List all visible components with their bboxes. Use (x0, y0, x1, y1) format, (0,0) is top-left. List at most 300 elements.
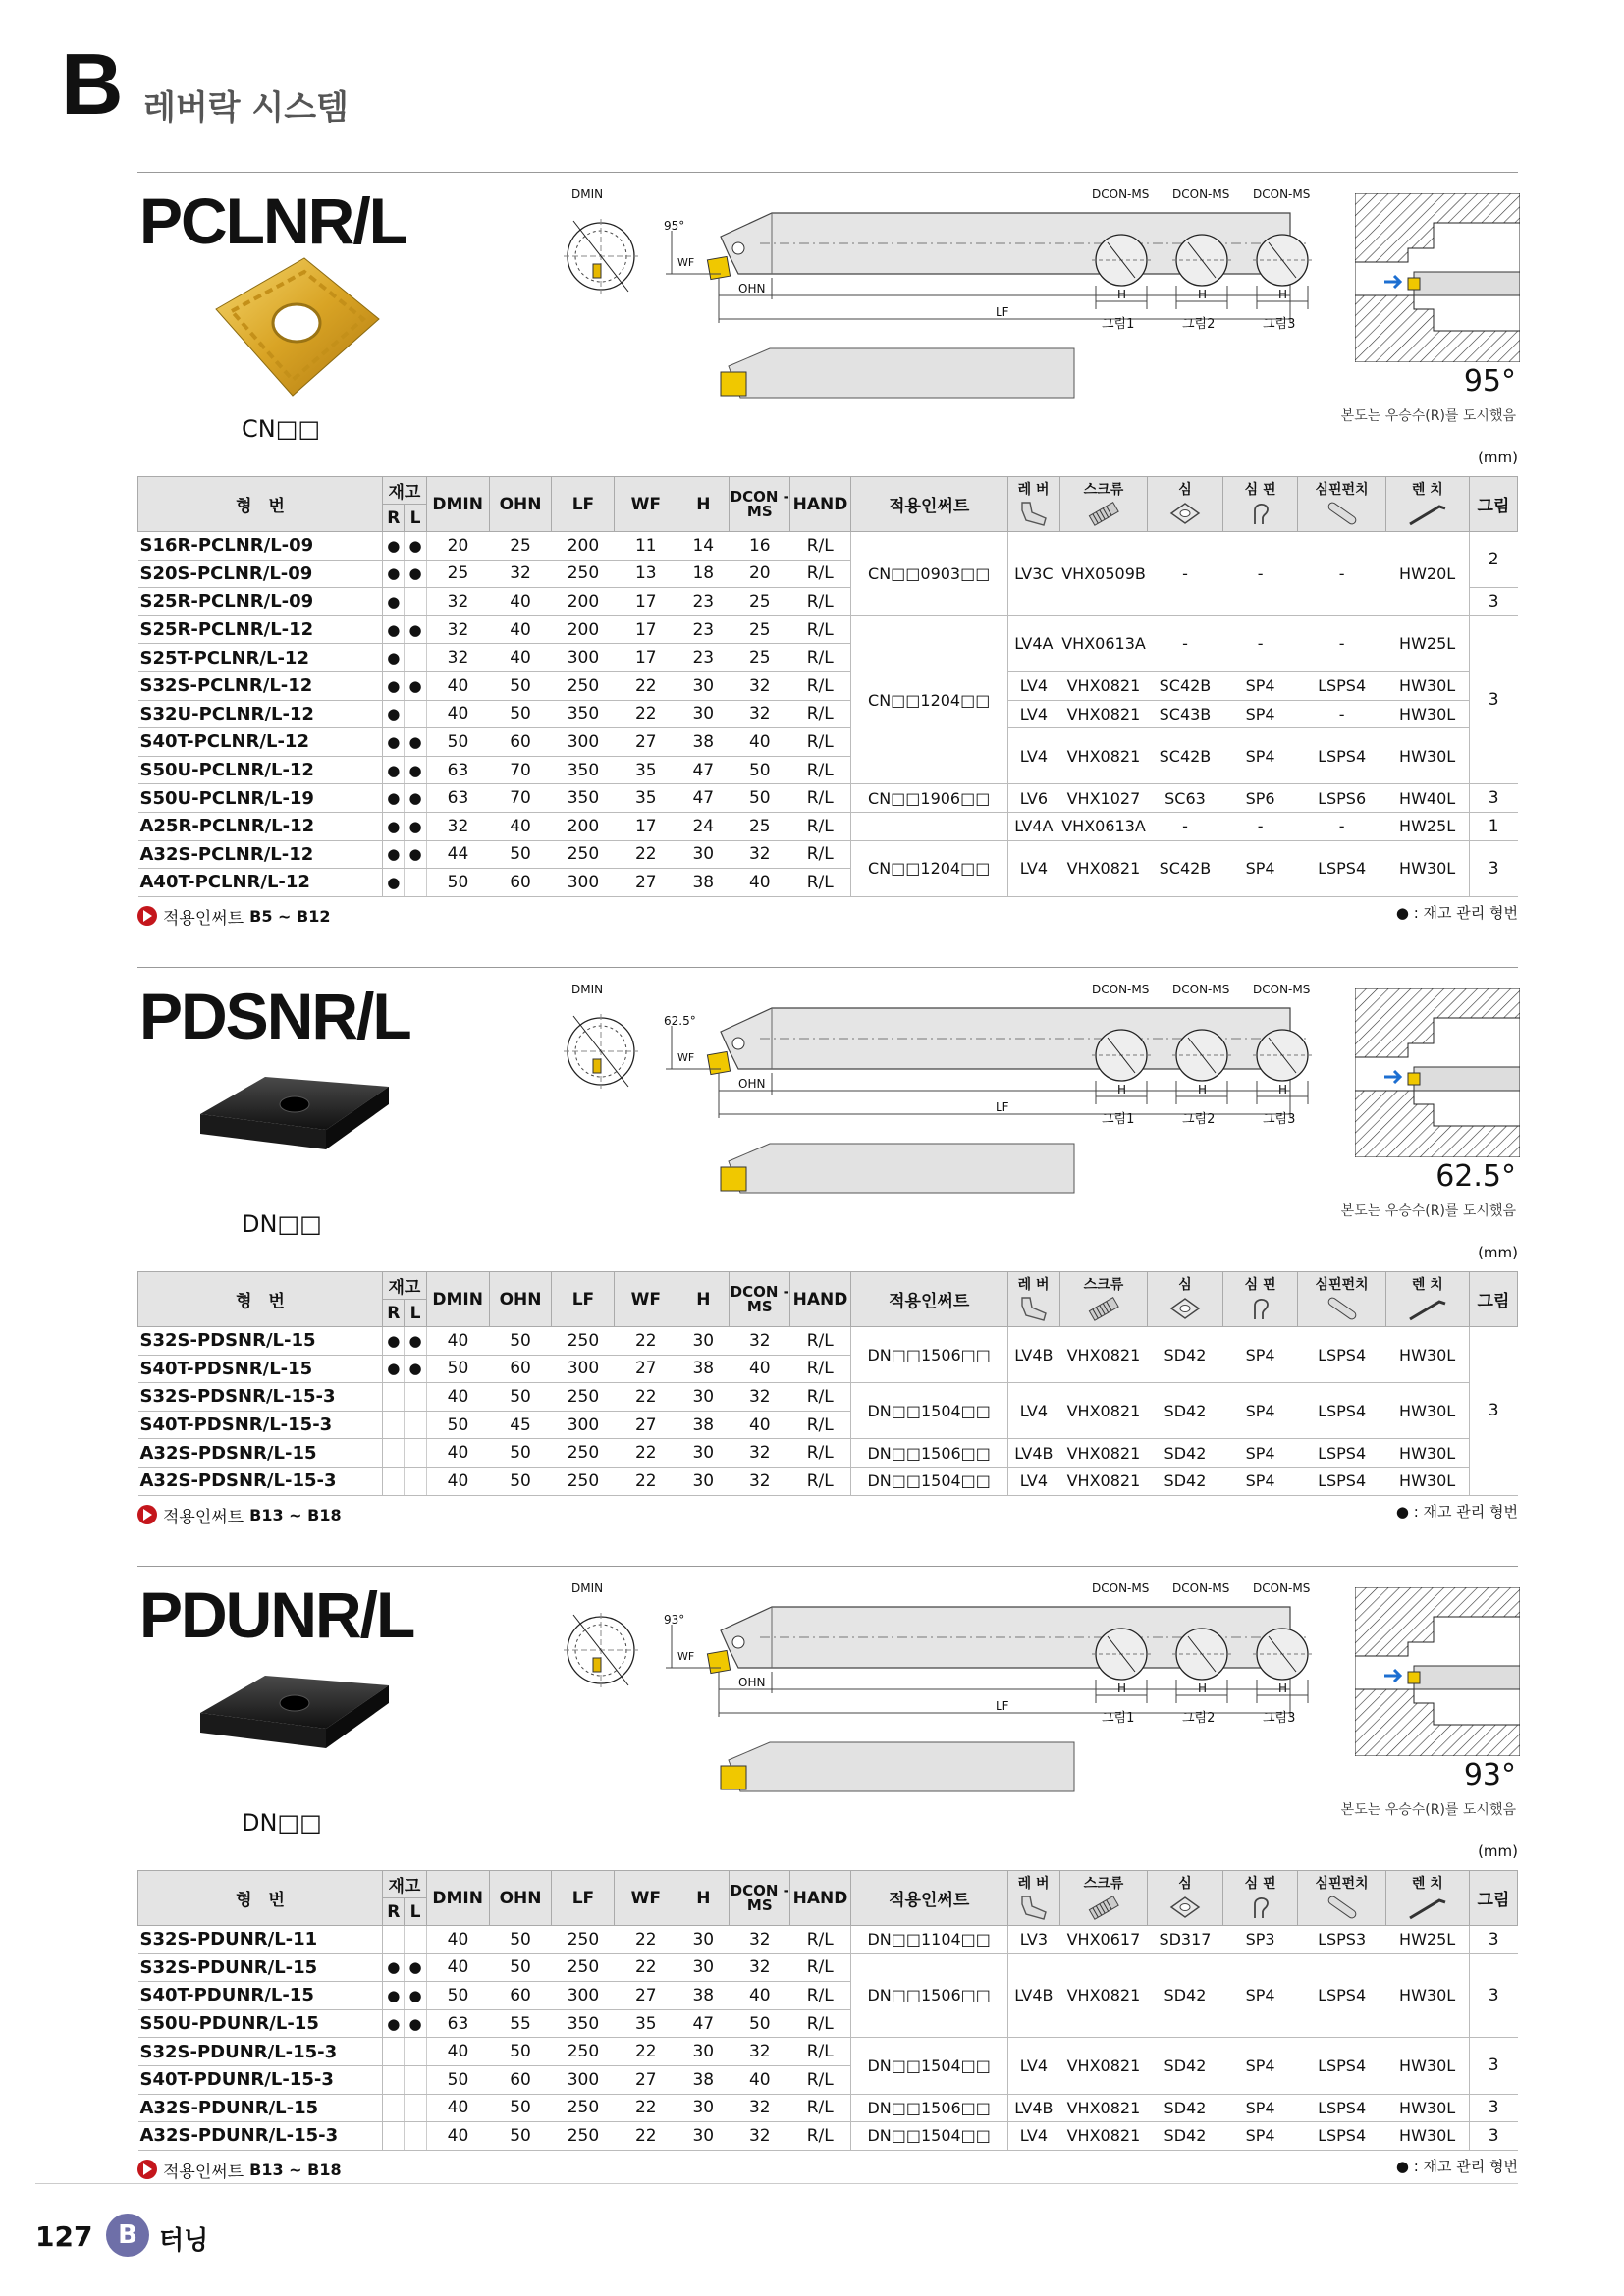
table-row (138, 1953, 1518, 1982)
part-wrench: HW30L (1385, 1383, 1469, 1439)
header-l-text: L (409, 1303, 421, 1323)
header-l (405, 505, 426, 532)
spec-value: 30 (677, 1327, 730, 1356)
header-shim-text: 심 (1178, 482, 1192, 498)
spec-value: 38 (677, 728, 730, 757)
part-lever: LV3 (1007, 1926, 1059, 1954)
machining-position-drawing (1355, 1587, 1520, 1756)
figure-label: 그림2 (1182, 1711, 1216, 1726)
spec-value: 25 (489, 532, 552, 561)
model-code: A25R-PCLNR/L-12 (138, 812, 383, 840)
spec-value: 25 (426, 560, 489, 588)
stock-mark: ● (383, 560, 405, 588)
header-h-text: H (696, 1289, 711, 1309)
part-shim: SD42 (1148, 2038, 1223, 2094)
header-wf-text: WF (630, 1888, 661, 1908)
spec-value: 22 (615, 1383, 677, 1412)
applied-insert: DN□□1504□□ (850, 2122, 1007, 2151)
figure-number: 2 (1469, 532, 1517, 588)
stock-mark: ● (405, 1355, 426, 1383)
stock-mark: ● (383, 532, 405, 561)
workpiece-diagram (1355, 193, 1520, 362)
part-shim: SD42 (1148, 2122, 1223, 2151)
table-row (138, 840, 1518, 869)
spec-value: 32 (730, 1327, 790, 1356)
spec-value: 32 (426, 812, 489, 840)
stock-mark: ● (383, 1327, 405, 1356)
model-code: A32S-PDSNR/L-15 (138, 1439, 383, 1468)
spec-value: 250 (552, 560, 615, 588)
applied-insert (850, 812, 1007, 840)
spec-value: 50 (730, 784, 790, 813)
part-shimpin: SP4 (1222, 2094, 1298, 2122)
figure-number: 3 (1469, 588, 1517, 616)
dimension-drawing (564, 987, 1369, 1261)
header-screw (1059, 477, 1147, 532)
part-lever: LV4 (1007, 2122, 1059, 2151)
part-shimpin: SP4 (1222, 700, 1298, 728)
page-range: B13 ~ B18 (249, 1505, 342, 1524)
spec-value: 40 (426, 1439, 489, 1468)
header-dcon (730, 1871, 790, 1926)
spec-value: 50 (489, 671, 552, 700)
spec-value: 30 (677, 671, 730, 700)
spec-value: 50 (489, 840, 552, 869)
lever-icon (1008, 499, 1059, 528)
header-screw-text: 스크류 (1083, 1277, 1124, 1293)
spec-value: 70 (489, 756, 552, 784)
spec-value: 250 (552, 1383, 615, 1412)
header-ohn-text: OHN (499, 1289, 542, 1309)
insert-image (196, 1644, 393, 1801)
part-lever: LV4 (1007, 2038, 1059, 2094)
stock-mark (405, 1439, 426, 1468)
model-code: S40T-PDSNR/L-15 (138, 1355, 383, 1383)
spec-value: R/L (790, 1953, 851, 1982)
stock-mark: ● (383, 1953, 405, 1982)
spec-value: 47 (677, 2009, 730, 2038)
insert-type-label: DN□□ (242, 1210, 322, 1238)
spec-value: 22 (615, 1467, 677, 1495)
applied-insert: DN□□1506□□ (850, 1439, 1007, 1468)
part-lever: LV4B (1007, 1953, 1059, 2038)
stock-mark: ● (383, 1982, 405, 2010)
stock-mark: ● (383, 2009, 405, 2038)
wf-label: WF (677, 1051, 695, 1064)
stock-mark (383, 1926, 405, 1954)
part-screw: VHX0821 (1059, 2094, 1147, 2122)
spec-value: 40 (426, 1467, 489, 1495)
insert-image (196, 250, 393, 407)
part-shim: SD42 (1148, 1439, 1223, 1468)
part-punch: - (1298, 615, 1385, 671)
tool-drawing (564, 1581, 1349, 1850)
part-punch: - (1298, 812, 1385, 840)
spec-value: 30 (677, 2122, 730, 2151)
spec-value: R/L (790, 671, 851, 700)
header-dcon-text: DCON -MS (730, 1282, 789, 1315)
spec-value: 50 (489, 2122, 552, 2151)
stock-mark: ● (405, 532, 426, 561)
spec-value: 300 (552, 1411, 615, 1439)
table-row (138, 812, 1518, 840)
model-code: S40T-PDSNR/L-15-3 (138, 1411, 383, 1439)
header-dcon (730, 477, 790, 532)
part-lever: LV4A (1007, 812, 1059, 840)
header-screw (1059, 1272, 1147, 1327)
spec-value: 24 (677, 812, 730, 840)
part-screw: VHX0617 (1059, 1926, 1147, 1954)
screw-icon (1060, 1294, 1147, 1323)
header-insert (850, 477, 1007, 532)
spec-value: R/L (790, 644, 851, 672)
spec-value: 200 (552, 588, 615, 616)
dcon-label: DCON-MS (1253, 1581, 1311, 1595)
spec-value: 50 (489, 700, 552, 728)
part-screw: VHX0821 (1059, 1327, 1147, 1383)
spec-value: 17 (615, 644, 677, 672)
model-code: S32S-PDUNR/L-15-3 (138, 2038, 383, 2066)
figure-label: 그림2 (1182, 1112, 1216, 1127)
part-wrench: HW20L (1385, 532, 1469, 616)
stock-legend: ● : 재고 관리 형번 (1395, 2157, 1518, 2175)
spec-value: 350 (552, 784, 615, 813)
approach-angle: 62.5° (1435, 1159, 1516, 1194)
spec-value: 63 (426, 2009, 489, 2038)
lever-icon (1008, 1294, 1059, 1323)
spec-value: R/L (790, 1383, 851, 1412)
part-punch: LSPS4 (1298, 1383, 1385, 1439)
header-dmin (426, 1871, 489, 1926)
stock-mark: ● (405, 1327, 426, 1356)
spec-value: 38 (677, 869, 730, 897)
figure-number: 3 (1469, 784, 1517, 813)
part-shimpin: SP3 (1222, 1926, 1298, 1954)
header-lever-text: 레 버 (1017, 1876, 1050, 1892)
spec-value: 300 (552, 644, 615, 672)
part-shimpin: SP4 (1222, 1383, 1298, 1439)
spec-value: 50 (426, 869, 489, 897)
header-fig-text: 그림 (1477, 1292, 1510, 1311)
part-punch: LSPS4 (1298, 1439, 1385, 1468)
figure-number: 3 (1469, 840, 1517, 896)
part-shim: SD42 (1148, 2094, 1223, 2122)
lf-label: LF (996, 305, 1009, 319)
stock-mark: ● (405, 671, 426, 700)
header-stock (383, 477, 427, 505)
tool-drawing (564, 983, 1349, 1252)
model-title: PDUNR/L (139, 1578, 414, 1651)
part-shimpin: SP4 (1222, 1467, 1298, 1495)
header-stock-text: 재고 (388, 1877, 421, 1896)
part-screw: VHX0821 (1059, 1383, 1147, 1439)
part-shimpin: SP4 (1222, 1327, 1298, 1383)
header-lever (1007, 477, 1059, 532)
spec-value: 40 (426, 1953, 489, 1982)
part-shimpin: SP4 (1222, 671, 1298, 700)
header-screw-text: 스크류 (1083, 1876, 1124, 1892)
header-punch (1298, 1871, 1385, 1926)
spec-value: 14 (677, 532, 730, 561)
spec-value: 27 (615, 728, 677, 757)
spec-value: 25 (730, 644, 790, 672)
workpiece-diagram (1355, 1587, 1520, 1756)
approach-angle: 93° (1463, 1758, 1516, 1792)
part-shim: SC42B (1148, 840, 1223, 896)
h-label: H (1278, 1682, 1288, 1695)
spec-value: 35 (615, 2009, 677, 2038)
h-label: H (1278, 1083, 1288, 1096)
spec-value: 60 (489, 1982, 552, 2010)
spec-value: R/L (790, 2094, 851, 2122)
spec-value: R/L (790, 1439, 851, 1468)
shim-icon (1148, 1294, 1222, 1323)
header-lf (552, 477, 615, 532)
stock-mark (405, 2038, 426, 2066)
table-row (138, 532, 1518, 561)
spec-value: R/L (790, 2122, 851, 2151)
applied-insert: CN□□1204□□ (850, 615, 1007, 784)
spec-value: 32 (426, 615, 489, 644)
spec-value: 30 (677, 1439, 730, 1468)
spec-value: 23 (677, 615, 730, 644)
header-wrench (1385, 1272, 1469, 1327)
part-punch: LSPS4 (1298, 1467, 1385, 1495)
wf-label: WF (677, 256, 695, 269)
part-screw: VHX0613A (1059, 615, 1147, 671)
spec-value: R/L (790, 1327, 851, 1356)
screw-icon (1060, 1893, 1147, 1922)
part-lever: LV4 (1007, 1383, 1059, 1439)
table-row (138, 700, 1518, 728)
model-code: S32S-PDSNR/L-15 (138, 1327, 383, 1356)
applied-insert: CN□□0903□□ (850, 532, 1007, 616)
header-dmin (426, 477, 489, 532)
arrow-circle-icon (137, 2160, 157, 2179)
spec-value: 25 (730, 812, 790, 840)
part-shim: - (1148, 615, 1223, 671)
header-lf-text: LF (571, 1289, 595, 1309)
header-punch-text: 심핀펀치 (1315, 482, 1369, 498)
header-shimpin (1222, 1272, 1298, 1327)
stock-mark: ● (405, 1982, 426, 2010)
spec-value: 27 (615, 869, 677, 897)
header-r-text: R (387, 1303, 401, 1323)
stock-mark (405, 1383, 426, 1412)
header-lever (1007, 1272, 1059, 1327)
shimpin-icon (1223, 1893, 1298, 1922)
spec-value: R/L (790, 615, 851, 644)
spec-value: R/L (790, 728, 851, 757)
header-stock (383, 1871, 427, 1898)
header-fig-text: 그림 (1477, 1891, 1510, 1910)
spec-value: 38 (677, 1411, 730, 1439)
spec-value: 200 (552, 812, 615, 840)
header-screw-text: 스크류 (1083, 482, 1124, 498)
spec-value: 60 (489, 2065, 552, 2094)
header-l (405, 1300, 426, 1327)
dcon-label: DCON-MS (1172, 1581, 1230, 1595)
insert-type-label: DN□□ (242, 1809, 322, 1837)
spec-value: 22 (615, 2122, 677, 2151)
spec-value: 32 (426, 588, 489, 616)
stock-mark: ● (383, 1355, 405, 1383)
punch-icon (1298, 499, 1384, 528)
spec-value: 50 (426, 728, 489, 757)
spec-value: 17 (615, 588, 677, 616)
header-hand (790, 477, 851, 532)
spec-value: 35 (615, 784, 677, 813)
spec-value: 22 (615, 671, 677, 700)
spec-value: 17 (615, 812, 677, 840)
part-shim: SC42B (1148, 728, 1223, 784)
header-punch (1298, 477, 1385, 532)
header-lf (552, 1871, 615, 1926)
stock-mark: ● (383, 869, 405, 897)
figure-label: 그림3 (1263, 1112, 1296, 1127)
spec-value: 50 (730, 756, 790, 784)
h-label: H (1117, 1083, 1127, 1096)
header-dmin-text: DMIN (432, 494, 483, 514)
part-lever: LV4B (1007, 1327, 1059, 1383)
figure-number: 1 (1469, 812, 1517, 840)
header-fig-text: 그림 (1477, 497, 1510, 516)
part-lever: LV6 (1007, 784, 1059, 813)
spec-value: 40 (426, 2094, 489, 2122)
part-wrench: HW30L (1385, 1327, 1469, 1383)
spec-value: 32 (730, 2094, 790, 2122)
spec-value: R/L (790, 1355, 851, 1383)
header-fig (1469, 1871, 1517, 1926)
stock-mark: ● (383, 615, 405, 644)
spec-value: 38 (677, 1355, 730, 1383)
part-wrench: HW30L (1385, 840, 1469, 896)
page-range: B5 ~ B12 (249, 906, 331, 926)
spec-value: 250 (552, 671, 615, 700)
spec-value: R/L (790, 1411, 851, 1439)
header-h (677, 477, 730, 532)
dmin-label: DMIN (571, 983, 604, 996)
header-wf-text: WF (630, 494, 661, 514)
spec-value: 22 (615, 1926, 677, 1954)
spec-value: 35 (615, 756, 677, 784)
header-h-text: H (696, 1888, 711, 1908)
header-wrench-text: 렌 치 (1411, 1277, 1443, 1293)
header-shim-text: 심 (1178, 1277, 1192, 1293)
part-shim: SC43B (1148, 700, 1223, 728)
spec-value: R/L (790, 784, 851, 813)
dcon-label: DCON-MS (1092, 1581, 1150, 1595)
approach-angle: 95° (1463, 364, 1516, 399)
spec-value: 40 (426, 671, 489, 700)
stock-mark (405, 700, 426, 728)
h-label: H (1198, 288, 1208, 301)
dmin-label: DMIN (571, 1581, 604, 1595)
spec-value: R/L (790, 1982, 851, 2010)
stock-mark: ● (383, 756, 405, 784)
spec-value: 40 (730, 1355, 790, 1383)
applied-insert-label: 적용인써트 (163, 2162, 244, 2182)
punch-icon (1298, 1294, 1384, 1323)
part-screw: VHX0821 (1059, 1953, 1147, 2038)
model-code: S50U-PCLNR/L-12 (138, 756, 383, 784)
section-badge: B (106, 2214, 149, 2257)
stock-mark (405, 1467, 426, 1495)
stock-mark (383, 2094, 405, 2122)
header-stock (383, 1272, 427, 1300)
spec-value: 250 (552, 1439, 615, 1468)
applied-insert: DN□□1504□□ (850, 1383, 1007, 1439)
spec-value: 63 (426, 784, 489, 813)
stock-mark: ● (405, 784, 426, 813)
spec-value: 40 (489, 588, 552, 616)
stock-legend: ● : 재고 관리 형번 (1395, 1502, 1518, 1521)
applied-insert: DN□□1506□□ (850, 1953, 1007, 2038)
spec-value: R/L (790, 700, 851, 728)
spec-value: 300 (552, 728, 615, 757)
spec-value: 32 (730, 840, 790, 869)
header-dcon-text: DCON -MS (730, 487, 789, 520)
header-shimpin-text: 심 핀 (1244, 482, 1276, 498)
machining-position-drawing (1355, 988, 1520, 1157)
spec-value: 50 (489, 1327, 552, 1356)
spec-value: 30 (677, 2094, 730, 2122)
part-punch: LSPS4 (1298, 2094, 1385, 2122)
spec-value: R/L (790, 756, 851, 784)
part-shimpin: - (1222, 532, 1298, 616)
part-punch: - (1298, 532, 1385, 616)
part-punch: - (1298, 700, 1385, 728)
stock-mark (405, 869, 426, 897)
spec-value: 32 (730, 1383, 790, 1412)
spec-value: R/L (790, 2009, 851, 2038)
part-wrench: HW30L (1385, 1467, 1469, 1495)
header-lf-text: LF (571, 1888, 595, 1908)
applied-insert: DN□□1504□□ (850, 1467, 1007, 1495)
part-lever: LV4 (1007, 671, 1059, 700)
spec-value: 40 (426, 1383, 489, 1412)
spec-value: 38 (677, 2065, 730, 2094)
table-row (138, 2122, 1518, 2151)
unit-label: (mm) (1478, 1842, 1518, 1860)
stock-mark: ● (405, 728, 426, 757)
spec-value: 250 (552, 2094, 615, 2122)
part-screw: VHX0821 (1059, 1439, 1147, 1468)
machining-position-drawing (1355, 193, 1520, 362)
h-label: H (1117, 288, 1127, 301)
part-shim: SD42 (1148, 1383, 1223, 1439)
lf-label: LF (996, 1100, 1009, 1114)
spec-value: 27 (615, 2065, 677, 2094)
shim-icon (1148, 1893, 1222, 1922)
part-wrench: HW25L (1385, 615, 1469, 671)
stock-mark (405, 2122, 426, 2151)
spec-value: 60 (489, 728, 552, 757)
model-code: A32S-PCLNR/L-12 (138, 840, 383, 869)
header-wf (615, 477, 677, 532)
figure-number: 3 (1469, 1926, 1517, 1954)
part-shim: SC42B (1148, 671, 1223, 700)
spec-value: 32 (730, 1926, 790, 1954)
page-range: B13 ~ B18 (249, 2160, 342, 2179)
spec-value: 50 (489, 1467, 552, 1495)
spec-value: 50 (426, 1355, 489, 1383)
spec-value: R/L (790, 1467, 851, 1495)
stock-mark: ● (405, 560, 426, 588)
header-l-text: L (409, 507, 421, 528)
spec-value: 20 (426, 532, 489, 561)
screw-icon (1060, 499, 1147, 528)
